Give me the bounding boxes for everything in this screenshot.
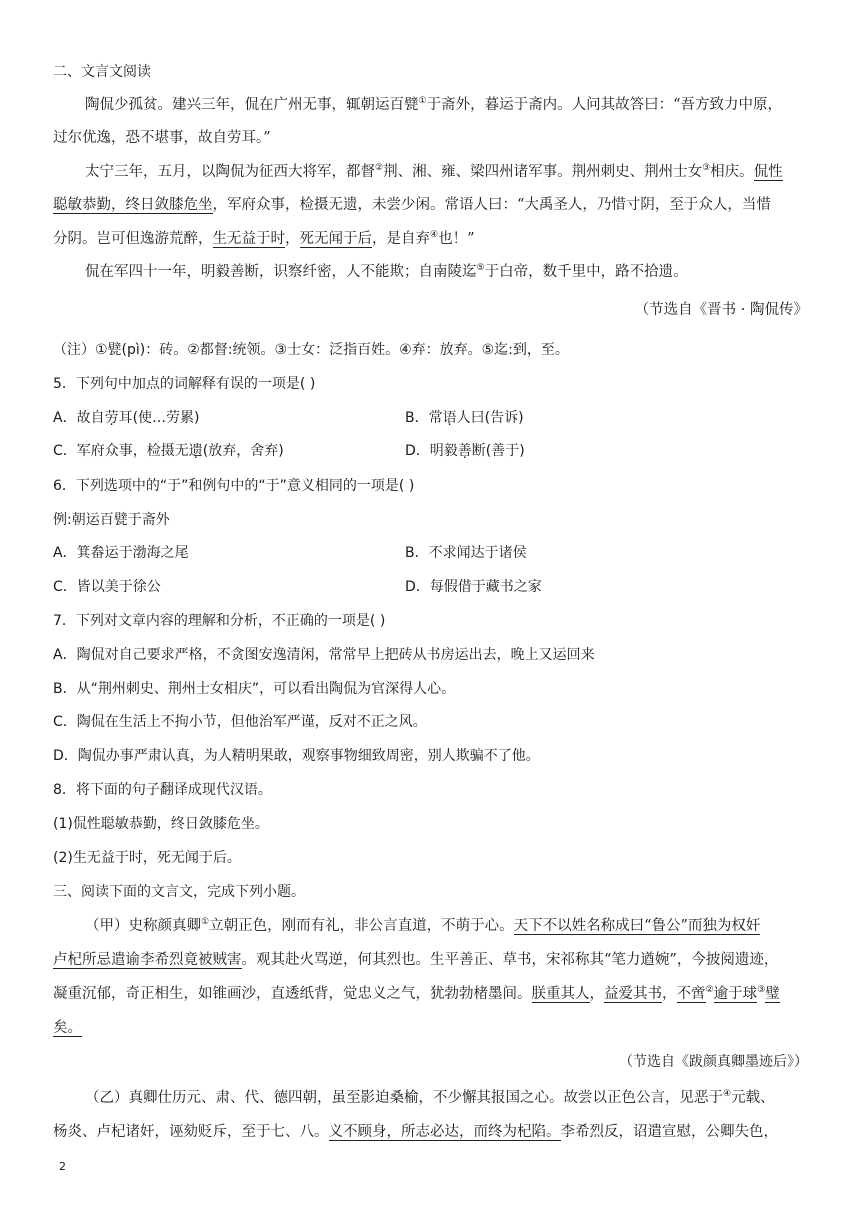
option-a[interactable]: A．陶侃对自己要求严格，不贪图安逸清闲，常常早上把砖从书房运出去，晚上又运回来 [53, 647, 595, 663]
passage-line: 侃在军四十一年，明毅善断，识察纤密，人不能欺；自南陵迄⑤于白帝，数千里中，路不拾遗。 [85, 263, 688, 280]
translation-item: (1)侃性聪敏恭勤，终日敛膝危坐。 [53, 816, 269, 832]
example-sentence: 例:朝运百甓于斋外 [53, 512, 170, 528]
option-c[interactable]: C．皆以美于徐公 [53, 579, 161, 595]
passage-line: 卢杞所忌遣谕李希烈竟被贼害。观其赴火骂逆，何其烈也。生平善正、草书，宋祁称其“笔力遒婉”，今披阅遗迹， [53, 952, 779, 968]
option-d[interactable]: D．陶侃办事严肃认真，为人精明果敢，观察事物细致周密，别人欺骗不了他。 [53, 748, 540, 764]
passage-line: 分阴。岂可但逸游荒醉，生无益于时，死无闻于后，是自弃④也！” [53, 230, 475, 247]
underlined-sentence: 朕重其人 [531, 986, 590, 1002]
underlined-sentence: 天下不以姓名称成曰“鲁公”而独为权奸 [513, 918, 761, 934]
passage-line [53, 1018, 808, 1038]
underlined-sentence: 生无益于时 [212, 231, 285, 247]
option-d[interactable]: D．每假借于藏书之家 [405, 579, 542, 595]
passage-line: （甲）史称颜真卿①立朝正色，刚而有礼，非公言直道，不萌于心。天下不以姓名称成曰“鲁公”而独为权奸 [85, 917, 761, 934]
underlined-sentence: 死无闻于后 [299, 231, 372, 247]
underlined-sentence: 逾于球 [713, 986, 758, 1002]
underlined-sentence: 侃性 [753, 164, 783, 180]
option-b[interactable]: B．不求闻达于诸侯 [405, 545, 527, 561]
option-c[interactable]: C．陶侃在生活上不拘小节，但他治军严谨，反对不正之风。 [53, 714, 427, 730]
option-c[interactable]: C．军府众事，检摄无遗(放弃，舍弃) [53, 443, 284, 459]
option-row [53, 543, 808, 563]
passage-line: 凝重沉郁，奇正相生，如锥画沙，直透纸背，觉忠义之气，犹勃勃楮墨间。朕重其人，益爱其书，不啻②逾于球③璧 [53, 985, 780, 1002]
underlined-sentence: 璧 [765, 986, 780, 1002]
option-row [53, 408, 808, 428]
passage-line: 杨炎、卢杞诸奸，诬劾贬斥，至于七、八。义不顾身，所志必达，而终为杞陷。李希烈反，诏遣宣慰，公卿失色， [53, 1124, 778, 1140]
option-row [53, 441, 808, 461]
option-row [53, 577, 808, 597]
option-b[interactable]: B．从“荆州刺史、荆州士女相庆”，可以看出陶侃为官深得人心。 [53, 681, 456, 697]
passage-line: 聪敏恭勤，终日敛膝危坐，军府众事，检摄无遗，未尝少闲。常语人曰：“大禹圣人，乃惜寸阴，至于众人，当惜 [53, 197, 771, 213]
underlined-sentence: 义不顾身，所志必达，而终为杞陷。 [328, 1124, 561, 1140]
passage-line: 过尔优逸，恐不堪事，故自劳耳。” [53, 130, 271, 146]
source-citation: （节选自《跋颜真卿墨迹后》） [619, 1054, 808, 1070]
option-b[interactable]: B．常语人曰(告诉) [405, 410, 524, 426]
section-title: 二、文言文阅读 [53, 64, 151, 80]
passage-line: 陶侃少孤贫。建兴三年，侃在广州无事，辄朝运百甓①于斋外，暮运于斋内。人问其故答曰：“吾方致力中原， [85, 96, 782, 113]
annotation-notes: （注）①甓(pì)：砖。②都督:统领。③士女：泛指百姓。④弃：放弃。⑤迄:到，至。 [53, 342, 569, 358]
question-stem: 7．下列对文章内容的理解和分析，不正确的一项是( ) [53, 613, 386, 629]
section-title: 三、阅读下面的文言文，完成下列小题。 [53, 884, 305, 900]
translation-item: (2)生无益于时，死无闻于后。 [53, 850, 241, 866]
option-a[interactable]: A．故自劳耳(使…劳累) [53, 410, 200, 426]
underlined-sentence: 益爱其书 [604, 986, 662, 1002]
option-d[interactable]: D．明毅善断(善于) [405, 443, 525, 459]
source-citation: （节选自《晋书 · 陶侃传》 [634, 302, 808, 318]
underlined-sentence: 矣。 [53, 1020, 82, 1036]
option-a[interactable]: A．箕畚运于渤海之尾 [53, 545, 189, 561]
passage-line: （乙）真卿仕历元、肃、代、德四朝，虽至影迫桑榆，不少懈其报国之心。故尝以正色公言，见恶于④元载、 [85, 1089, 775, 1106]
question-stem: 8．将下面的句子翻译成现代汉语。 [53, 782, 272, 798]
question-stem: 5．下列句中加点的词解释有误的一项是( ) [53, 376, 316, 392]
underlined-sentence: 卢杞所忌遣谕李希烈竟被贼害 [53, 952, 242, 968]
passage-line: 太宁三年，五月，以陶侃为征西大将军，都督②荆、湘、雍、梁四州诸军事。荆州刺史、荆州士女③相庆。侃性 [85, 163, 783, 180]
question-stem: 6．下列选项中的“于”和例句中的“于”意义相同的一项是( ) [53, 478, 415, 494]
page-number: 2 [59, 1160, 66, 1173]
underlined-sentence: 聪敏恭勤，终日敛膝危坐 [53, 197, 213, 213]
underlined-sentence: 不啻 [676, 986, 706, 1002]
